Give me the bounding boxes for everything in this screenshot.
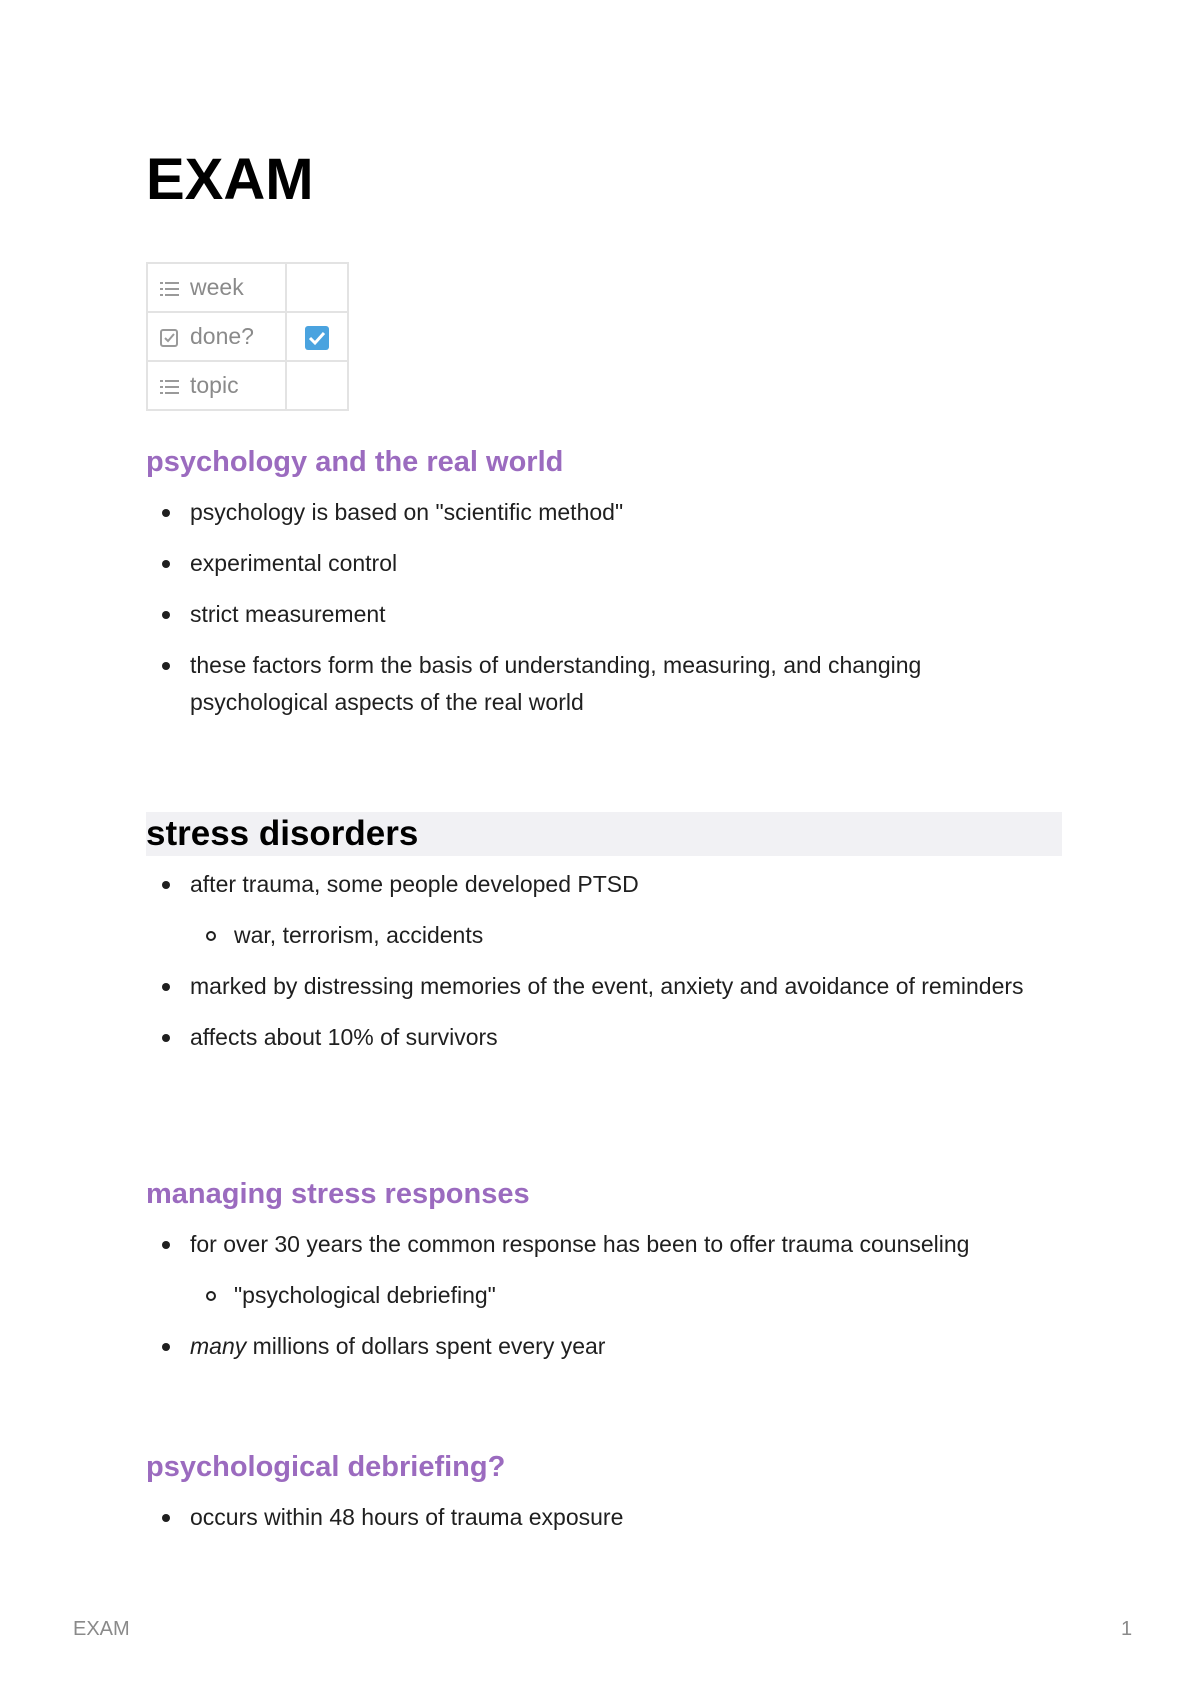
section-heading: psychological debriefing? xyxy=(146,1451,506,1483)
property-value[interactable] xyxy=(286,263,348,312)
footer-title: EXAM xyxy=(73,1618,130,1640)
section-heading: stress disorders xyxy=(146,812,1062,856)
list-subitem: war, terrorism, accidents xyxy=(146,917,1046,954)
list-item: strict measurement xyxy=(146,596,1046,633)
checkbox-icon xyxy=(160,329,180,347)
page-title: EXAM xyxy=(146,147,314,212)
list-item: occurs within 48 hours of trauma exposure xyxy=(146,1499,1046,1536)
list-item-text: millions of dollars spent every year xyxy=(246,1333,606,1359)
bullet-list xyxy=(146,494,1046,735)
done-checkbox[interactable] xyxy=(305,326,329,350)
list-subitem: "psychological debriefing" xyxy=(146,1277,1046,1314)
section-heading: psychology and the real world xyxy=(146,446,564,478)
bullet-list xyxy=(146,1499,1046,1550)
property-label: topic xyxy=(190,372,239,398)
list-item: marked by distressing memories of the event, anxiety and avoidance of reminders xyxy=(146,968,1046,1005)
emphasis-text: many xyxy=(190,1333,247,1359)
property-row-done xyxy=(147,312,348,361)
list-item: after trauma, some people developed PTSD xyxy=(146,866,1046,903)
property-key xyxy=(147,312,286,361)
list-item: experimental control xyxy=(146,545,1046,582)
page-number: 1 xyxy=(1121,1618,1133,1640)
property-label: done? xyxy=(190,323,254,349)
list-item: affects about 10% of survivors xyxy=(146,1019,1046,1056)
property-row-week xyxy=(147,263,348,312)
list-icon xyxy=(160,378,180,396)
property-label: week xyxy=(190,274,244,300)
check-icon xyxy=(305,326,329,350)
property-row-topic xyxy=(147,361,348,410)
bullet-list xyxy=(146,1226,1046,1379)
property-value[interactable] xyxy=(286,312,348,361)
list-item: these factors form the basis of understanding, measuring, and changing psychological aspects of the real world xyxy=(146,647,1046,721)
list-item xyxy=(146,1328,1046,1365)
property-key xyxy=(147,263,286,312)
list-item: psychology is based on "scientific method" xyxy=(146,494,1046,531)
property-value[interactable] xyxy=(286,361,348,410)
section-heading: managing stress responses xyxy=(146,1178,530,1210)
list-icon xyxy=(160,280,180,298)
bullet-list xyxy=(146,866,1046,1070)
properties-table xyxy=(146,262,349,411)
list-item: for over 30 years the common response has been to offer trauma counseling xyxy=(146,1226,1046,1263)
property-key xyxy=(147,361,286,410)
